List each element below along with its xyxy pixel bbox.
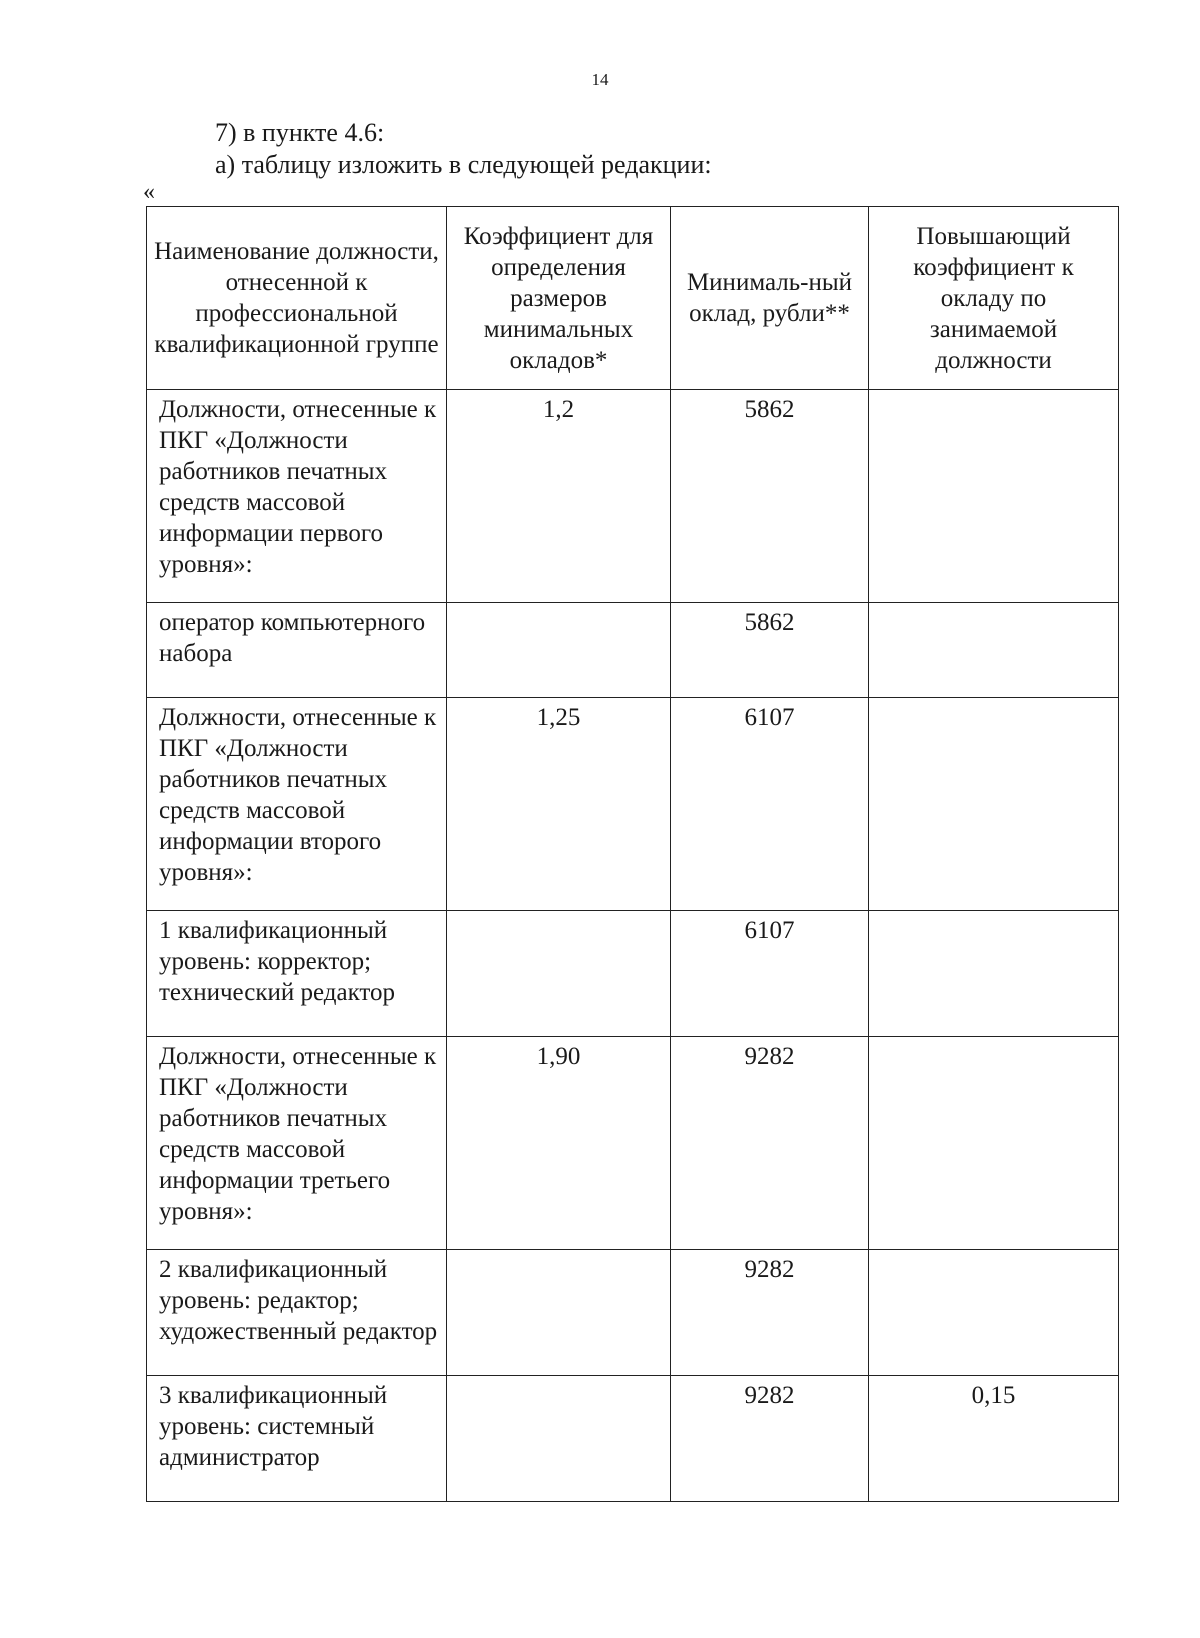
row-coefficient (447, 603, 671, 698)
row-min-salary: 9282 (671, 1037, 869, 1250)
row-min-salary: 9282 (671, 1376, 869, 1502)
row-position-name: 3 квалификационный уровень: системный администратор (147, 1376, 447, 1502)
table-row (147, 1037, 1119, 1250)
row-raise-coefficient (869, 911, 1119, 1037)
row-min-salary: 5862 (671, 390, 869, 603)
row-coefficient (447, 1376, 671, 1502)
row-coefficient: 1,90 (447, 1037, 671, 1250)
row-min-salary: 6107 (671, 698, 869, 911)
table-row (147, 390, 1119, 603)
row-position-name: оператор компьютерного набора (147, 603, 447, 698)
row-min-salary: 5862 (671, 603, 869, 698)
row-raise-coefficient (869, 1037, 1119, 1250)
header-position-name: Наименование должности, отнесенной к профессиональной квалификационной группе (147, 207, 447, 390)
intro-line-item: 7) в пункте 4.6: (215, 118, 385, 147)
table-row (147, 911, 1119, 1037)
row-raise-coefficient (869, 390, 1119, 603)
table-row (147, 698, 1119, 911)
row-min-salary: 9282 (671, 1250, 869, 1376)
row-coefficient: 1,2 (447, 390, 671, 603)
row-raise-coefficient (869, 698, 1119, 911)
row-position-name: 2 квалификационный уровень: редактор; художественный редактор (147, 1250, 447, 1376)
row-coefficient (447, 911, 671, 1037)
row-coefficient: 1,25 (447, 698, 671, 911)
row-position-name: Должности, отнесенные к ПКГ «Должности работников печатных средств массовой информации первого уровня»: (147, 390, 447, 603)
row-position-name: Должности, отнесенные к ПКГ «Должности работников печатных средств массовой информации третьего уровня»: (147, 1037, 447, 1250)
header-raise-coefficient: Повышающий коэффициент к окладу по занимаемой должности (869, 207, 1119, 390)
row-coefficient (447, 1250, 671, 1376)
table-row (147, 1376, 1119, 1502)
row-position-name: Должности, отнесенные к ПКГ «Должности работников печатных средств массовой информации второго уровня»: (147, 698, 447, 911)
header-min-salary: Минималь-ный оклад, рубли** (671, 207, 869, 390)
intro-line-instruction: а) таблицу изложить в следующей редакции: (215, 150, 712, 179)
header-coefficient: Коэффициент для определения размеров минимальных окладов* (447, 207, 671, 390)
page-number: 14 (591, 70, 609, 89)
row-raise-coefficient: 0,15 (869, 1376, 1119, 1502)
table-row (147, 603, 1119, 698)
table-row (147, 1250, 1119, 1376)
salary-table (146, 206, 1119, 1502)
row-raise-coefficient (869, 1250, 1119, 1376)
table-header-row (147, 207, 1119, 390)
opening-quote-mark: « (143, 179, 155, 205)
row-position-name: 1 квалификационный уровень: корректор; технический редактор (147, 911, 447, 1037)
row-min-salary: 6107 (671, 911, 869, 1037)
row-raise-coefficient (869, 603, 1119, 698)
